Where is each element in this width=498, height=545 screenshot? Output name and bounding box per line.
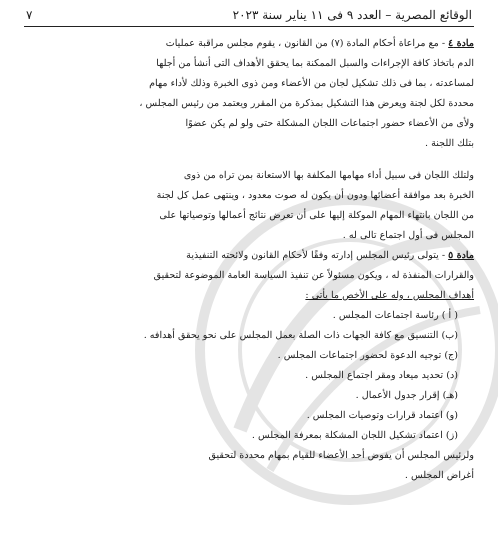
article-5-label: مادة ٥ (448, 250, 474, 261)
closing-line: ولرئيس المجلس أن يفوض أحد الأعضاء للقيام بمهام محددة لتحقيق (208, 450, 474, 461)
paragraph-line: الخبرة بعد موافقة أعضائها ودون أن يكون له صوت معدود ، وينتهى عمل كل لجنة (156, 190, 474, 201)
list-item: (د) تحديد ميعاد ومقر اجتماع المجلس . (305, 370, 458, 381)
article-5-line: - يتولى رئيس المجلس إدارته وفقًا لأحكام القانون ولائحته التنفيذية (186, 250, 449, 261)
list-item: (هـ) إقرار جدول الأعمال . (355, 390, 458, 401)
article-4-line: بتلك اللجنة . (425, 138, 474, 149)
list-item: (ج) توجيه الدعوة لحضور اجتماعات المجلس . (277, 350, 458, 361)
list-item: (و) اعتماد قرارات وتوصيات المجلس . (306, 410, 458, 421)
article-4-line: ولأى من الأعضاء حضور اجتماعات اللجان المشكلة حتى ولو لم يكن عضوًا (185, 118, 474, 129)
article-5-first-line (30, 246, 474, 266)
paragraph-line: المجلس فى أول اجتماع تالى له . (342, 230, 474, 241)
article-5-line: والقرارات المنفذة له ، ويكون مسئولاً عن تنفيذ السياسة العامة الموضوعة لتحقيق (153, 270, 474, 281)
article-4-line: محددة لكل لجنة ويعرض هذا التشكيل بمذكرة من المقرر ويعتمد من رئيس المجلس ، (139, 98, 474, 109)
gazette-title: الوقائع المصرية – العدد ٩ فى ١١ يناير سنة ٢٠٢٣ (232, 8, 472, 22)
article-4 (30, 34, 474, 154)
article-4-label: مادة ٤ (448, 38, 474, 49)
article-4-line: لمساعدته ، بما فى ذلك تشكيل لجان من الأعضاء ومن ذوى الخبرة وذلك لأداء مهام (149, 78, 474, 89)
article-4-first-line (30, 34, 474, 54)
paragraph-line: ولتلك اللجان فى سبيل أداء مهامها المكلفة بها الاستعانة بمن تراه من ذوى (183, 170, 474, 181)
article-4-line: الدم باتخاذ كافة الإجراءات والسبل الممكنة بما يحقق الأهداف التى أنشأ من أجلها (156, 58, 474, 69)
list-item: ( أ ) رئاسة اجتماعات المجلس . (332, 310, 458, 321)
paragraph-committees (30, 166, 474, 246)
article-5 (30, 246, 474, 446)
page-number: ٧ (26, 8, 33, 22)
list-item: (ب) التنسيق مع كافة الجهات ذات الصلة بعمل المجلس على نحو يحقق أهدافه . (143, 330, 458, 341)
document-body (30, 34, 474, 486)
closing-line: أغراض المجلس . (404, 470, 474, 481)
article-5-line: أهداف المجلس ، وله على الأخص ما يأتى : (305, 290, 474, 301)
page-header (26, 6, 472, 24)
paragraph-line: من اللجان بانتهاء المهام الموكلة إليها على أن تعرض نتائج أعمالها وتوصياتها على (159, 210, 474, 221)
closing-paragraph (30, 446, 474, 486)
list-item: (ز) اعتماد تشكيل اللجان المشكلة بمعرفة المجلس . (251, 430, 458, 441)
header-divider (24, 26, 474, 27)
article-4-line: - مع مراعاة أحكام المادة (٧) من القانون ، يقوم مجلس مراقبة عمليات (165, 38, 449, 49)
